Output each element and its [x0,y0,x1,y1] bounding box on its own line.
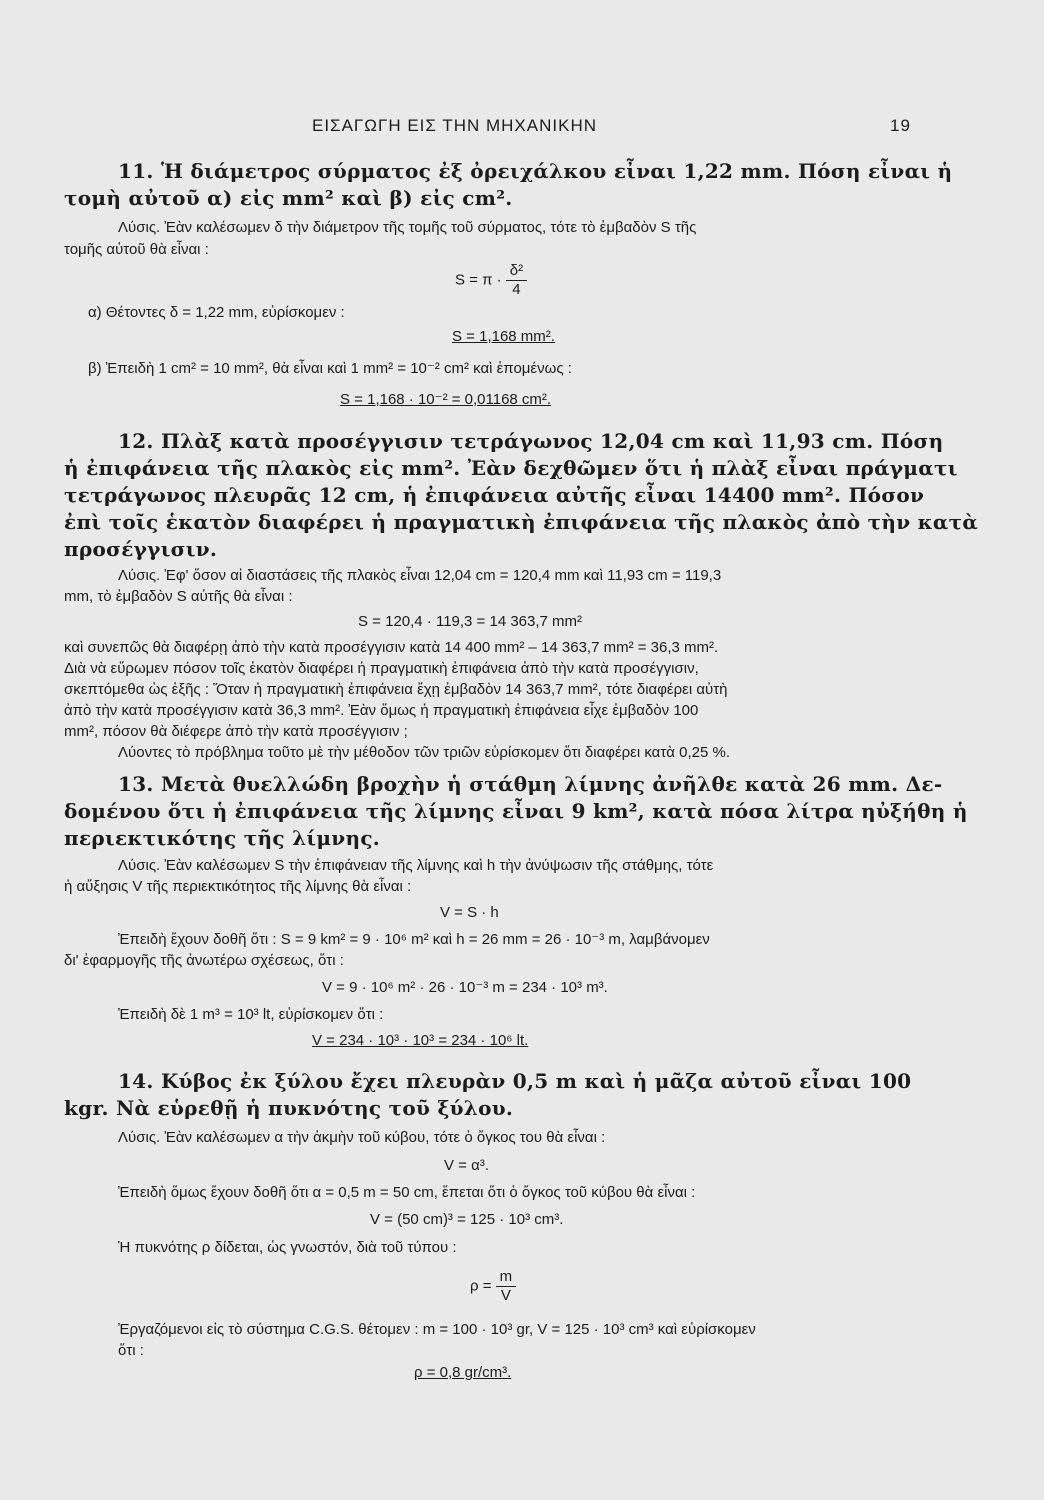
problem-12-solution-line: mm², πόσον θὰ διέφερε ἀπὸ τὴν κατὰ προσέγγισιν ; [64,723,408,740]
problem-14-step: ὅτι : [118,1342,144,1359]
problem-12-solution-line: σκεπτόμεθα ὡς ἑξῆς : Ὅταν ἡ πραγματικὴ ἐπιφάνεια ἔχῃ ἐμβαδὸν 14 363,7 mm², τότε διαφέρει αὐτὴ [64,681,728,698]
problem-12-solution-line: mm, τὸ ἐμβαδὸν S αὐτῆς θὰ εἶναι : [64,588,293,605]
problem-11-statement-line: τομὴ αὐτοῦ α) εἰς mm² καὶ β) εἰς cm². [64,186,513,210]
page-number: 19 [890,116,911,135]
formula-area-circle [455,262,527,299]
fraction-numerator: δ² [506,262,527,281]
problem-14-step: Ἐργαζόμενοι εἰς τὸ σύστημα C.G.S. θέτομεν : m = 100 · 10³ gr, V = 125 · 10³ cm³ καὶ εὑρίσκομεν [118,1321,756,1338]
fraction [496,1268,517,1305]
problem-12-statement-line: προσέγγισιν. [64,537,218,561]
problem-12-solution-line: ἀπὸ τὴν κατὰ προσέγγισιν κατὰ 36,3 mm². Ἐὰν ὅμως ἡ πραγματικὴ ἐπιφάνεια εἶχε ἐμβαδὸν 100 [64,702,699,719]
problem-14-statement-line: kgr. Νὰ εὑρεθῇ ἡ πυκνότης τοῦ ξύλου. [64,1096,514,1120]
problem-14-solution-line: Ἐπειδὴ ὅμως ἔχουν δοθῆ ὅτι α = 0,5 m = 50 cm, ἕπεται ὅτι ὁ ὄγκος τοῦ κύβου θὰ εἶναι : [118,1184,696,1201]
problem-11-solution-line: Λύσις. Ἐὰν καλέσωμεν δ τὴν διάμετρον τῆς τομῆς τοῦ σύρματος, τότε τὸ ἐμβαδὸν S τῆς [118,219,697,236]
problem-14-solution-line: Λύσις. Ἐὰν καλέσωμεν α τὴν ἀκμὴν τοῦ κύβου, τότε ὁ ὄγκος του θὰ εἶναι : [118,1129,606,1146]
problem-11-solution-line: τομῆς αὐτοῦ θὰ εἶναι : [64,241,209,258]
formula-lhs: S = π · [455,271,502,289]
formula-density [470,1268,516,1305]
problem-12-solution-line: καὶ συνεπῶς θὰ διαφέρῃ ἀπὸ τὴν κατὰ προσέγγισιν κατὰ 14 400 mm² – 14 363,7 mm² = 36,3 mm². [64,639,719,656]
fraction-numerator: m [496,1268,517,1287]
problem-12-solution-line: Λύσις. Ἐφ' ὅσον αἱ διαστάσεις τῆς πλακὸς εἶναι 12,04 cm = 120,4 mm καὶ 11,93 cm = 119,3 [118,567,722,584]
problem-13-statement-line: 13. Μετὰ θυελλώδη βροχὴν ἡ στάθμη λίμνης ἀνῆλθε κατὰ 26 mm. Δε- [118,772,943,796]
problem-14-formula: V = α³. [444,1157,489,1174]
problem-11-result-b: S = 1,168 · 10⁻² = 0,01168 cm². [340,391,552,408]
problem-12-statement-line: τετράγωνος πλευρᾶς 12 cm, ἡ ἐπιφάνεια αὐτῆς εἶναι 14400 mm². Πόσον [64,483,925,507]
problem-14-solution-line: Ἡ πυκνότης ρ δίδεται, ὡς γνωστόν, διὰ τοῦ τύπου : [118,1239,457,1256]
problem-12-statement-line: 12. Πλὰξ κατὰ προσέγγισιν τετράγωνος 12,04 cm καὶ 11,93 cm. Πόση [118,429,944,453]
problem-13-statement-line: περιεκτικότης τῆς λίμνης. [64,826,381,850]
problem-14-formula: V = (50 cm)³ = 125 · 10³ cm³. [370,1211,564,1228]
problem-13-solution-line: Λύσις. Ἐὰν καλέσωμεν S τὴν ἐπιφάνειαν τῆς λίμνης καὶ h τὴν ἀνύψωσιν τῆς στάθμης, τότε [118,857,714,874]
problem-13-formula: V = S · h [440,904,499,921]
problem-14-result: ρ = 0,8 gr/cm³. [414,1364,512,1381]
problem-11-result-a: S = 1,168 mm². [452,328,555,345]
running-header-title: ΕΙΣΑΓΩΓΗ ΕΙΣ ΤΗΝ ΜΗΧΑΝΙΚΗΝ [312,116,598,135]
problem-11-statement-line: 11. Ἡ διάμετρος σύρματος ἐξ ὀρειχάλκου εἶναι 1,22 mm. Πόση εἶναι ἡ [118,159,953,183]
problem-13-solution-line: δι' ἐφαρμογῆς τῆς ἀνωτέρω σχέσεως, ὅτι : [64,952,344,969]
problem-11-step: β) Ἐπειδὴ 1 cm² = 10 mm², θὰ εἶναι καὶ 1 mm² = 10⁻² cm² καὶ ἑπομένως : [88,360,572,377]
problem-12-statement-line: ἡ ἐπιφάνεια τῆς πλακὸς εἰς mm². Ἐὰν δεχθῶμεν ὅτι ἡ πλὰξ εἶναι πράγματι [64,456,958,480]
problem-14-statement-line: 14. Κύβος ἐκ ξύλου ἔχει πλευρὰν 0,5 m καὶ ἡ μᾶζα αὐτοῦ εἶναι 100 [118,1069,912,1093]
problem-13-solution-line: ἡ αὔξησις V τῆς περιεκτικότητος τῆς λίμνης θὰ εἶναι : [64,878,412,895]
problem-13-formula: V = 9 · 10⁶ m² · 26 · 10⁻³ m = 234 · 10³ m³. [322,979,608,996]
fraction [506,262,527,299]
problem-12-formula: S = 120,4 · 119,3 = 14 363,7 mm² [358,613,583,630]
problem-13-solution-line: Ἐπειδὴ δὲ 1 m³ = 10³ lt, εὑρίσκομεν ὅτι : [118,1006,384,1023]
problem-12-statement-line: ἐπὶ τοῖς ἑκατὸν διαφέρει ἡ πραγματικὴ ἐπιφάνεια τῆς πλακὸς ἀπὸ τὴν κατὰ [64,510,979,534]
problem-11-step: α) Θέτοντες δ = 1,22 mm, εὑρίσκομεν : [88,304,345,321]
problem-13-result: V = 234 · 10³ · 10³ = 234 · 10⁶ lt. [312,1032,529,1049]
formula-lhs: ρ = [470,1277,492,1295]
problem-12-solution-line: Διὰ νὰ εὕρωμεν πόσον τοῖς ἑκατὸν διαφέρει ἡ πραγματικὴ ἐπιφάνεια ἀπὸ τὴν κατὰ προσέγγισιν, [64,660,699,677]
fraction-denominator: V [500,1287,511,1304]
problem-12-conclusion: Λύοντες τὸ πρόβλημα τοῦτο μὲ τὴν μέθοδον τῶν τριῶν εὑρίσκομεν ὅτι διαφέρει κατὰ 0,25 %. [118,744,730,761]
problem-13-statement-line: δομένου ὅτι ἡ ἐπιφάνεια τῆς λίμνης εἶναι 9 km², κατὰ πόσα λίτρα ηὐξήθη ἡ [64,799,968,823]
problem-13-solution-line: Ἐπειδὴ ἔχουν δοθῆ ὅτι : S = 9 km² = 9 · 10⁶ m² καὶ h = 26 mm = 26 · 10⁻³ m, λαμβάνομεν [118,931,710,948]
fraction-denominator: 4 [512,281,521,298]
